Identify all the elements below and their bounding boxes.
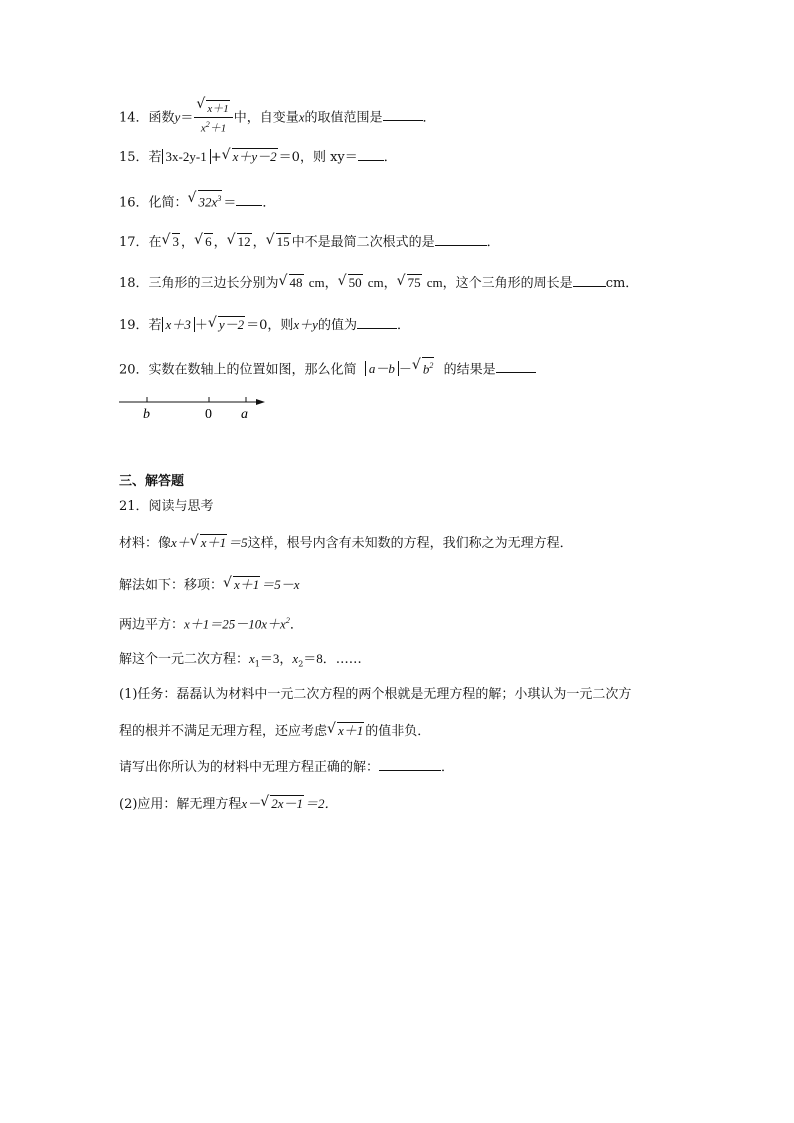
q21-method	[119, 575, 300, 596]
q16-end: ．	[262, 195, 276, 211]
q14-tail: 的取值范围是	[304, 110, 383, 126]
q21-task1-c	[119, 758, 454, 778]
q16-prefix: 16．化简：	[119, 195, 188, 211]
q21-square-label: 两边平方：	[119, 617, 185, 633]
q15-rad: x＋y－2	[232, 149, 277, 164]
q20-sup: 2	[429, 361, 434, 370]
q21-task2-rhs: ＝2．	[304, 796, 338, 811]
q21-task2-rad: 2x－1	[271, 796, 303, 811]
q21-x1: x	[249, 651, 255, 666]
q19-plus: ＋	[194, 318, 208, 333]
q21-method-rhs: ＝5－x	[261, 577, 300, 592]
q21-material-expr-a: x＋	[171, 535, 190, 550]
question-17	[119, 232, 500, 253]
q14-mid: 中，自变量	[233, 110, 299, 126]
answer-blank[interactable]	[383, 108, 423, 121]
answer-blank[interactable]	[379, 758, 441, 771]
label-a: a	[241, 407, 248, 422]
q21-material	[119, 533, 573, 554]
q21-task1-rad: x＋1	[338, 723, 364, 738]
q21-task1-a: (1)任务：磊磊认为材料中一元二次方程的两个根就是无理方程的解；小琪认为一元二次方	[119, 687, 632, 702]
label-zero: 0	[205, 407, 212, 422]
q20-minus: －	[398, 362, 412, 378]
q19-eq: ＝0，则	[246, 318, 294, 333]
q21-square-eq: x＋1＝25－10x＋x	[184, 616, 286, 632]
q18-unit: cm	[308, 275, 325, 290]
q21-task1-c-end: ．	[441, 760, 455, 775]
q21-x2-sub: 2	[298, 659, 304, 669]
q20-tail: 的结果是	[443, 362, 496, 378]
q14-eq: ＝	[180, 110, 194, 126]
q15-abs: 3x-2y-1	[162, 149, 211, 164]
q17-root-2: 6	[205, 234, 212, 249]
q14-x: x	[298, 109, 305, 125]
question-20	[119, 357, 536, 380]
q21-square-end: ．	[289, 617, 303, 633]
q18-unit: cm	[426, 275, 443, 290]
q17-end: ．	[486, 235, 500, 250]
q21-solve-label: 解这个一元二次方程：	[119, 652, 250, 667]
answer-blank[interactable]	[496, 360, 536, 373]
question-19	[119, 315, 410, 336]
q17-tail: 中不是最简二次根式的是	[291, 235, 435, 250]
q18-end: cm．	[605, 276, 639, 291]
q21-task1-c-text: 请写出你所认为的材料中无理方程正确的解：	[119, 760, 380, 775]
q17-sep: ，	[252, 235, 266, 250]
q18-tail: ，这个三角形的周长是	[442, 276, 573, 291]
answer-blank[interactable]	[573, 274, 606, 287]
q18-prefix: 18．三角形的三边长分别为	[119, 276, 279, 291]
q20-abs: a－b	[365, 361, 399, 376]
q21-task2-x: x－	[241, 796, 261, 811]
q19-prefix: 19．若	[119, 318, 162, 333]
q21-method-label: 解法如下：移项：	[119, 578, 224, 593]
q17-sep: ，	[181, 235, 195, 250]
q21-square-sup: 2	[285, 616, 290, 625]
q17-root-3: 12	[237, 234, 251, 249]
q14-y: y	[174, 109, 181, 125]
answer-blank[interactable]	[358, 148, 384, 161]
q14-den-sup: 2	[205, 120, 210, 129]
q17-root-4: 15	[276, 234, 290, 249]
q14-den-b: ＋1	[209, 122, 227, 135]
section-title: 三、解答题	[119, 474, 185, 489]
q21-task1-b	[119, 721, 430, 742]
q17-sep: ，	[213, 235, 227, 250]
q18-root-1: 48	[289, 275, 303, 290]
q21-x2-val: ＝8．	[303, 651, 336, 666]
q21-task1-b-a: 程的根并不满足无理方程，还应考虑	[119, 724, 328, 739]
q17-prefix: 17．在	[119, 235, 162, 250]
q14-fraction	[194, 100, 232, 136]
answer-blank[interactable]	[357, 316, 397, 329]
question-18	[119, 273, 638, 294]
q21-solve	[119, 649, 362, 675]
q21-method-rad: x＋1	[234, 577, 260, 592]
q16-sup: 3	[217, 194, 222, 203]
arrow-right-icon	[256, 399, 265, 405]
q19-tail: 的值为	[317, 318, 357, 333]
q18-sep: ，	[324, 276, 338, 291]
q18-root-2: 50	[348, 275, 362, 290]
q18-unit: cm	[367, 275, 384, 290]
q18-sep: ，	[383, 276, 397, 291]
q21-task1-b-b: 的值非负．	[365, 724, 431, 739]
q15-end: ．	[383, 150, 397, 165]
q14-frac-num: x＋1	[206, 100, 229, 117]
q16-rad: 32x	[198, 194, 218, 210]
q21-square	[119, 611, 303, 635]
q21-material-label: 材料：像	[119, 536, 172, 551]
q15-eq: ＝0，则 xy＝	[278, 150, 358, 165]
q19-rad: y－2	[218, 317, 245, 332]
q14-den-x: x	[200, 122, 206, 135]
q19-expr: x＋y	[293, 317, 318, 332]
label-b: b	[143, 407, 150, 422]
q19-abs: x＋3	[162, 317, 195, 332]
q21-ellipsis: ……	[335, 652, 362, 667]
q15-plus: +	[210, 150, 222, 165]
answer-blank[interactable]	[236, 193, 262, 206]
q21-task2-label: (2)应用：解无理方程	[119, 797, 242, 812]
q14-end: ．	[422, 110, 436, 126]
number-line-svg	[119, 394, 269, 424]
q16-eq: ＝	[223, 195, 237, 211]
q21-x2: x	[292, 651, 299, 666]
q17-root-1: 3	[172, 234, 180, 249]
q20-prefix: 20．实数在数轴上的位置如图，那么化简	[119, 362, 357, 378]
q19-end: ．	[396, 318, 410, 333]
q21-x1-val: ＝3，	[259, 651, 293, 666]
answer-blank[interactable]	[435, 233, 487, 246]
q21-material-tail: 这样，根号内含有未知数的方程，我们称之为无理方程．	[247, 536, 573, 551]
q15-prefix: 15．若	[119, 150, 162, 165]
q14-prefix: 14．函数	[119, 110, 175, 126]
q21-material-expr-b: ＝5	[228, 535, 248, 550]
q21-material-rad: x＋1	[200, 535, 227, 550]
question-15	[119, 147, 397, 168]
question-21-title: 21．阅读与思考	[119, 499, 214, 514]
question-16	[119, 190, 275, 213]
q20-rad: b	[422, 361, 430, 377]
question-14	[119, 100, 436, 136]
q21-x1-sub: 1	[254, 659, 260, 669]
q21-task2	[119, 794, 338, 815]
q18-root-3: 75	[407, 275, 421, 290]
number-line	[119, 394, 269, 424]
